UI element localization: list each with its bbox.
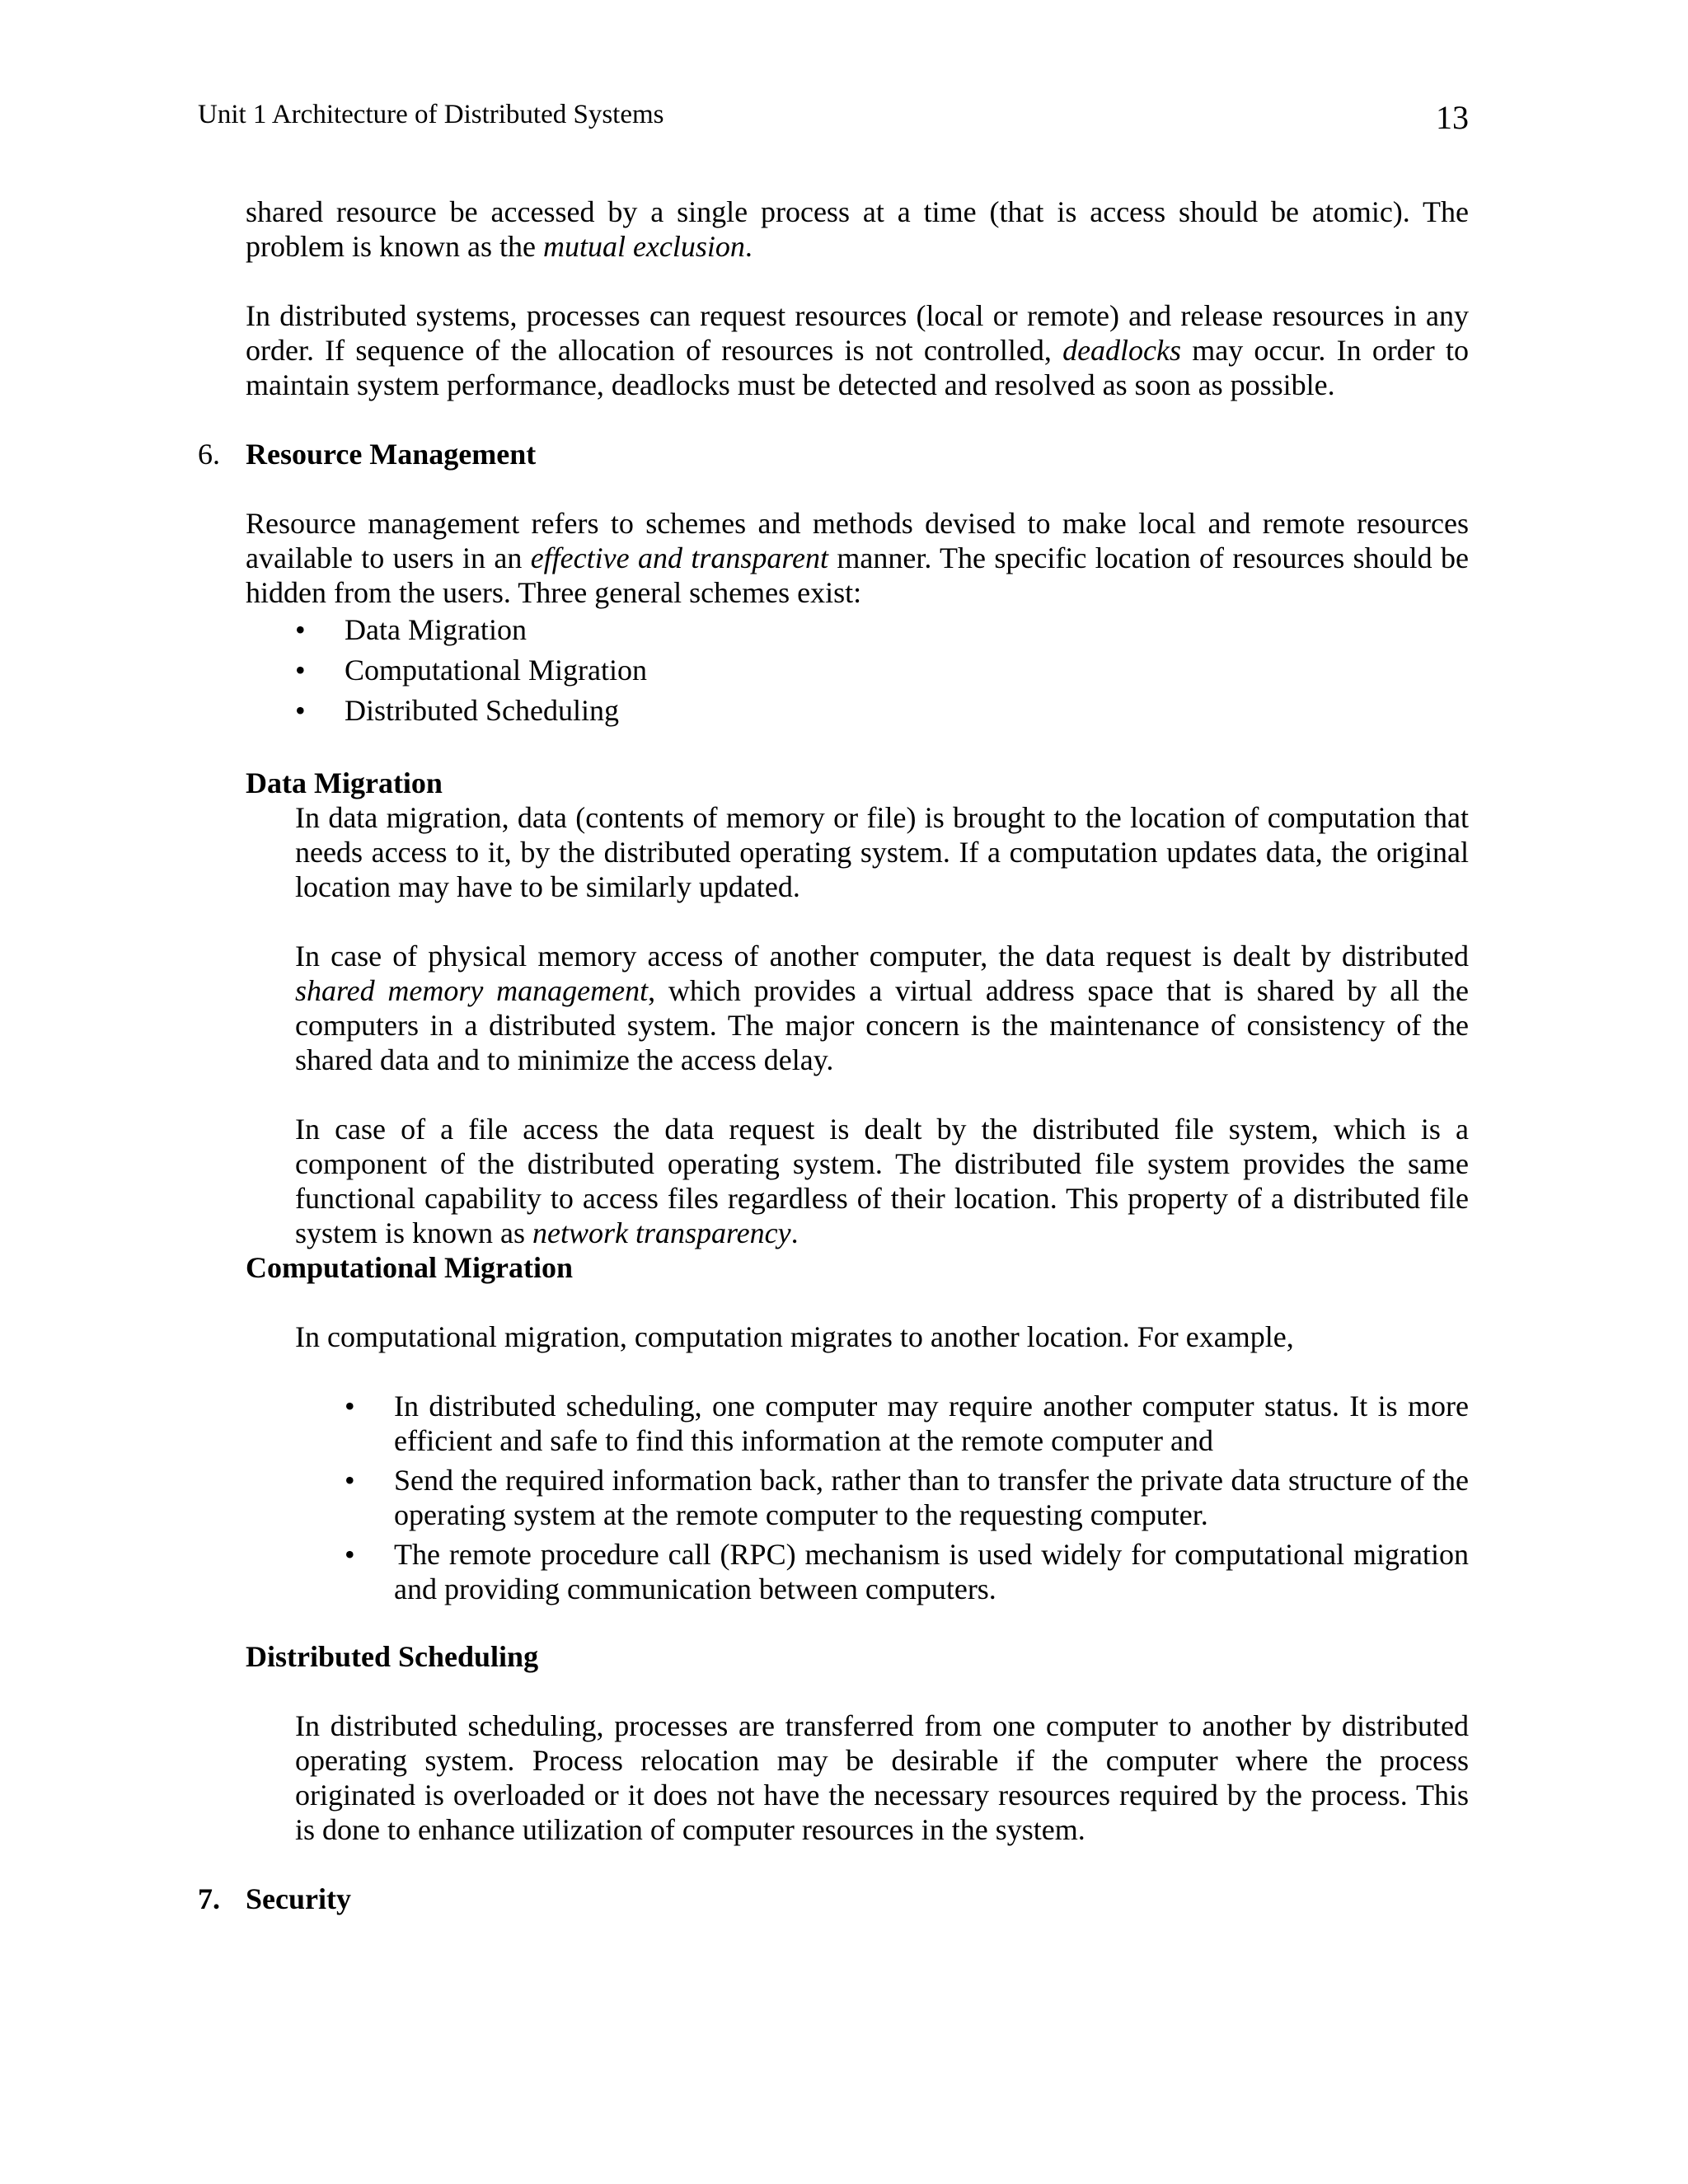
bullet-icon: •: [295, 694, 306, 727]
data-migration-paragraph-3: In case of a file access the data request is dealt by the distributed file system, which is a component of the distributed operating system. The distributed file system provides the same functional capability to access files regardless of their location. This property of a distributed file system is known as network transparency.: [295, 1113, 1469, 1249]
list-item: • In distributed scheduling, one computer may require another computer status. It is more efficient and safe to find this information at the remote computer and: [345, 1390, 1469, 1457]
computational-migration-list: [0, 1389, 1688, 1606]
page-number: 13: [1436, 99, 1469, 136]
intro-paragraph-2: In distributed systems, processes can request resources (local or remote) and release resources in any order. If sequence of the allocation of resources is not controlled, deadlocks may occur. In order to maintain system performance, deadlocks must be detected and resolved as soon as possible.: [246, 299, 1469, 401]
data-migration-heading: Data Migration: [246, 766, 443, 799]
section-6-title: Resource Management: [246, 438, 537, 471]
page-body: [0, 194, 1688, 1916]
resource-management-paragraph: Resource management refers to schemes and methods devised to make local and remote resources available to users in an effective and transparent manner. The specific location of resources should be hidden from the users. Three general schemes exist:: [246, 507, 1470, 609]
intro-paragraph-1: shared resource be accessed by a single process at a time (that is access should be atomic). The problem is known as the mutual exclusion.: [246, 195, 1469, 263]
data-migration-paragraph-2: In case of physical memory access of another computer, the data request is dealt by distributed shared memory management, which provides a virtual address space that is shared by all the computers in a distributed system. The major concern is the maintenance of consistency of the shared data and to minimize the access delay.: [295, 940, 1469, 1076]
list-item: • Send the required information back, rather than to transfer the private data structure of the operating system at the remote computer to the requesting computer.: [345, 1464, 1469, 1531]
list-item: • Distributed Scheduling: [345, 691, 1469, 731]
bullet-icon: •: [345, 1538, 355, 1571]
bullet-icon: •: [295, 654, 306, 687]
distributed-scheduling-heading: Distributed Scheduling: [246, 1640, 539, 1673]
schemes-list: [0, 610, 1688, 731]
list-item: • Computational Migration: [345, 650, 1469, 691]
bullet-icon: •: [295, 613, 306, 646]
bullet-icon: •: [345, 1390, 355, 1422]
running-header: Unit 1 Architecture of Distributed Systems: [198, 100, 664, 129]
section-7-title: Security: [246, 1882, 351, 1915]
list-item: • Data Migration: [345, 610, 1469, 650]
data-migration-paragraph-1: In data migration, data (contents of memory or file) is brought to the location of computation that needs access to it, by the distributed operating system. If a computation updates data, the original location may have to be similarly updated.: [295, 801, 1469, 903]
section-7-heading: [198, 1882, 1688, 1916]
bullet-icon: •: [345, 1464, 355, 1497]
section-6-heading: [198, 437, 1688, 471]
computational-migration-heading: Computational Migration: [246, 1251, 574, 1284]
section-6-number: 6.: [198, 438, 220, 471]
section-7-number: 7.: [198, 1882, 220, 1915]
distributed-scheduling-paragraph: In distributed scheduling, processes are transferred from one computer to another by distributed operating system. Process relocation may be desirable if the computer where the process originated is overloaded or it does not have the necessary resources required by the process. This is done to enhance utilization of computer resources in the system.: [295, 1709, 1469, 1846]
list-item: • The remote procedure call (RPC) mechanism is used widely for computational migration and providing communication between computers.: [345, 1538, 1469, 1605]
computational-migration-paragraph: In computational migration, computation migrates to another location. For example,: [295, 1320, 1294, 1353]
